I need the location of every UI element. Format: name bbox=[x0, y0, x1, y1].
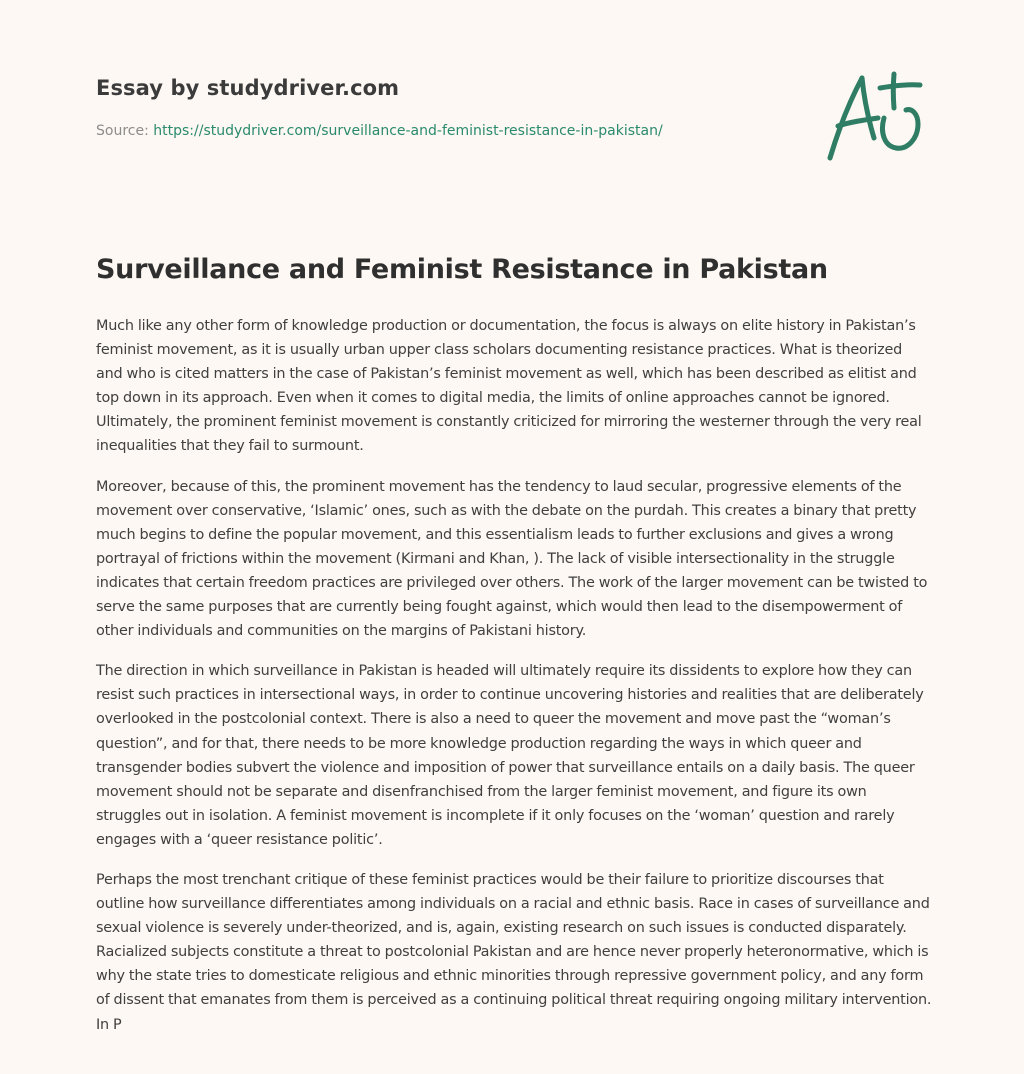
source-label: Source: bbox=[96, 123, 149, 139]
essay-paragraph: Moreover, because of this, the prominent movement has the tendency to laud secular, progressive elements of the movement over conservative, ‘Islamic’ ones, such as with the debate on the purdah. This creates a binary that pretty much begins to define the popular movement, and this essentialism leads to further exclusions and gives a wrong portrayal of frictions within the movement (Kirmani and Khan, ). The lack of visible intersectionality in the struggle indicates that certain freedom practices are privileged over others. The work of the larger movement can be twisted to serve the same purposes that are currently being fought against, which would then lead to the disempowerment of other individuals and communities on the margins of Pakistani history. bbox=[96, 478, 928, 640]
source-line bbox=[96, 123, 796, 139]
essay-header bbox=[96, 76, 796, 139]
essay-title: Surveillance and Feminist Resistance in Pakistan bbox=[96, 254, 828, 285]
a-plus-logo-icon bbox=[822, 68, 930, 168]
essay-paragraph: The direction in which surveillance in Pakistan is headed will ultimately require its dissidents to explore how they can resist such practices in intersectional ways, in order to continue uncovering histories and realities that are deliberately overlooked in the postcolonial context. There is also a need to queer the movement and move past the “woman’s question”, and for that, there needs to be more knowledge production regarding the ways in which queer and transgender bodies subvert the violence and imposition of power that surveillance entails on a daily basis. The queer movement should not be separate and disenfranchised from the larger feminist movement, and figure its own struggles out in isolation. A feminist movement is incomplete if it only focuses on the ‘woman’ question and rarely engages with a ‘queer resistance politic’. bbox=[96, 663, 924, 848]
source-link[interactable]: https://studydriver.com/surveillance-and-feminist-resistance-in-pakistan/ bbox=[153, 123, 663, 139]
essay-paragraph: Much like any other form of knowledge production or documentation, the focus is always on elite history in Pakistan’s feminist movement, as it is usually urban upper class scholars documenting resistance practices. What is theorized and who is cited matters in the case of Pakistan’s feminist movement as well, which has been described as elitist and top down in its approach. Even when it comes to digital media, the limits of online approaches cannot be ignored. Ultimately, the prominent feminist movement is constantly criticized for mirroring the westerner through the very real inequalities that they fail to surmount. bbox=[96, 318, 922, 455]
essay-body bbox=[96, 314, 932, 1053]
essay-paragraph: Perhaps the most trenchant critique of these feminist practices would be their failure to prioritize discourses that outline how surveillance differentiates among individuals on a racial and ethnic basis. Race in cases of surveillance and sexual violence is severely under-theorized, and is, again, existing research on such issues is conducted disparately. Racialized subjects constitute a threat to postcolonial Pakistan and are hence never properly heteronormative, which is why the state tries to domesticate religious and ethnic minorities through repressive government policy, and any form of dissent that emanates from them is perceived as a continuing political threat requiring ongoing military intervention. In P bbox=[96, 871, 932, 1033]
site-title: Essay by studydriver.com bbox=[96, 76, 400, 100]
